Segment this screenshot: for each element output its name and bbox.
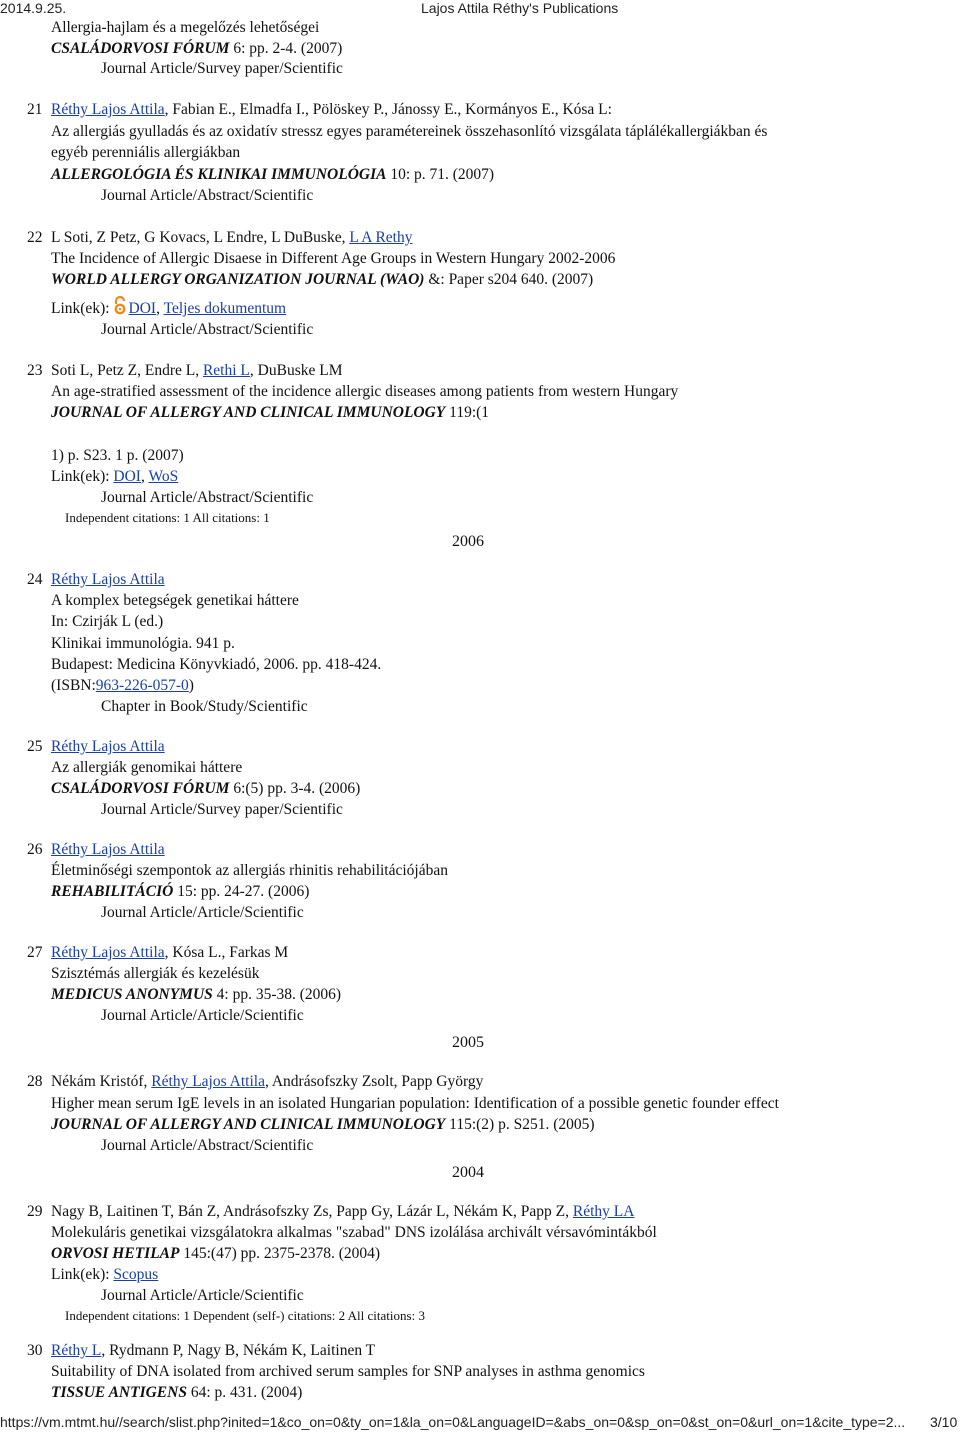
entry-authors — [51, 100, 612, 120]
author-link[interactable]: Réthy Lajos Attila — [51, 944, 165, 961]
author-link[interactable]: Réthy L — [51, 1342, 102, 1359]
citation-counts: Independent citations: 1 Dependent (self-) citations: 2 All citations: 3 — [65, 1308, 425, 1323]
entry-number: 26 — [27, 841, 43, 858]
entry-source-cont: 1) p. S23. 1 p. (2007) — [51, 447, 184, 464]
author-link[interactable]: Rethi L — [202, 362, 250, 379]
prev-title: Allergia-hajlam és a megelőzés lehetőségei — [51, 19, 320, 36]
author-link[interactable]: Réthy Lajos Attila — [51, 101, 165, 118]
entry-title-cont: egyéb perenniális allergiákban — [51, 144, 241, 161]
source-details: 145:(47) pp. 2375-2378. (2004) — [179, 1245, 381, 1262]
authors-rest: , Rydmann P, Nagy B, Nékám K, Laitinen T — [101, 1342, 376, 1359]
entry-title: An age-stratified assessment of the incidence allergic diseases among patients from western Hungary — [51, 383, 679, 400]
citation-counts: Independent citations: 1 All citations: 1 — [65, 510, 270, 525]
journal-name: TISSUE ANTIGENS — [51, 1384, 187, 1401]
entry-links — [51, 1265, 158, 1285]
authors-rest: , Fabian E., Elmadfa I., Pölöskey P., Jánossy E., Kormányos E., Kósa L: — [164, 101, 612, 118]
entry-type: Journal Article/Abstract/Scientific — [101, 1137, 314, 1154]
entry-authors — [51, 228, 412, 248]
source-details: 6:(5) pp. 3-4. (2006) — [229, 780, 361, 797]
links-label: Link(ek): — [51, 1266, 110, 1283]
entry-number: 21 — [27, 101, 43, 118]
entry-title: The Incidence of Allergic Disaese in Different Age Groups in Western Hungary 2002-2006 — [51, 250, 616, 267]
entry-links — [51, 467, 178, 487]
entry-authors — [51, 570, 165, 590]
prev-source — [51, 39, 342, 59]
entry-source — [51, 1115, 595, 1135]
entry-title: Szisztémás allergiák és kezelésük — [51, 965, 260, 982]
prev-type: Journal Article/Survey paper/Scientific — [101, 60, 343, 77]
entry-source — [51, 882, 309, 902]
entry-number: 23 — [27, 362, 43, 379]
entry-book: Klinikai immunológia. 941 p. — [51, 635, 235, 652]
source-details: 15: pp. 24-27. (2006) — [173, 883, 310, 900]
entry-authors — [51, 1202, 634, 1222]
entry-number: 24 — [27, 571, 43, 588]
links-label: Link(ek): — [51, 300, 110, 317]
entry-type: Chapter in Book/Study/Scientific — [101, 698, 308, 715]
entry-source — [51, 165, 494, 185]
entry-type: Journal Article/Abstract/Scientific — [101, 187, 314, 204]
entry-number: 22 — [27, 229, 43, 246]
year-heading: 2006 — [452, 533, 484, 550]
authors-text: L Soti, Z Petz, G Kovacs, L Endre, L DuBuske, — [51, 229, 350, 246]
entry-source — [51, 270, 593, 290]
entry-editor: In: Czirják L (ed.) — [51, 613, 164, 630]
entry-isbn — [51, 676, 194, 696]
journal-name: JOURNAL OF ALLERGY AND CLINICAL IMMUNOLOGY — [51, 1116, 446, 1133]
entry-title: Suitability of DNA isolated from archived serum samples for SNP analyses in asthma genomics — [51, 1363, 645, 1380]
entry-source — [51, 403, 489, 423]
entry-type: Journal Article/Article/Scientific — [101, 1287, 304, 1304]
entry-publisher: Budapest: Medicina Könyvkiadó, 2006. pp. 418-424. — [51, 656, 382, 673]
scopus-link[interactable]: Scopus — [113, 1266, 159, 1283]
source-details: 119:(1 — [445, 404, 490, 421]
entry-authors — [51, 840, 165, 860]
doi-link[interactable]: DOI — [113, 468, 141, 485]
entry-number: 29 — [27, 1203, 43, 1220]
page-url: https://vm.mtmt.hu//search/slist.php?inited=1&co_on=0&ty_on=1&la_on=0&LanguageID=&abs_on=0&sp_on=0&st_on=0&url_on=1&cite_type=2... — [0, 1414, 905, 1430]
link-separator: , — [140, 468, 149, 485]
authors-rest: , Andrásofszky Zsolt, Papp György — [264, 1073, 484, 1090]
entry-source — [51, 985, 341, 1005]
entry-number: 30 — [27, 1342, 43, 1359]
entry-authors — [51, 943, 288, 963]
isbn-link[interactable]: 963-226-057-0 — [95, 677, 189, 694]
author-link[interactable]: Réthy LA — [572, 1203, 635, 1220]
entry-title: Higher mean serum IgE levels in an isolated Hungarian population: Identification of a possible genetic founder effect — [51, 1095, 779, 1112]
journal-name: ALLERGOLÓGIA ÉS KLINIKAI IMMUNOLÓGIA — [51, 166, 387, 183]
links-label: Link(ek): — [51, 468, 110, 485]
authors-text: Nagy B, Laitinen T, Bán Z, Andrásofszky Zs, Papp Gy, Lázár L, Nékám K, Papp Z, — [51, 1203, 573, 1220]
entry-title: Életminőségi szempontok az allergiás rhinitis rehabilitációjában — [51, 862, 448, 879]
isbn-suffix: ) — [188, 677, 194, 694]
entry-type: Journal Article/Article/Scientific — [101, 904, 304, 921]
page-title: Lajos Attila Réthy's Publications — [421, 0, 619, 16]
entry-authors — [51, 1341, 375, 1361]
entry-title: A komplex betegségek genetikai háttere — [51, 592, 299, 609]
journal-name: MEDICUS ANONYMUS — [51, 986, 213, 1003]
entry-authors — [51, 1072, 483, 1092]
isbn-prefix: (ISBN: — [51, 677, 96, 694]
authors-rest: , DuBuske LM — [249, 362, 343, 379]
source-details: 64: p. 431. (2004) — [186, 1384, 303, 1401]
entry-source — [51, 779, 360, 799]
wos-link[interactable]: WoS — [148, 468, 179, 485]
author-link[interactable]: Réthy Lajos Attila — [51, 738, 165, 755]
entry-title: Az allergiás gyulladás és az oxidatív stressz egyes paramétereinek összehasonlító vizsgálata táplálékallergiákban és — [51, 123, 768, 140]
journal-name: REHABILITÁCIÓ — [51, 883, 174, 900]
authors-text: Soti L, Petz Z, Endre L, — [51, 362, 203, 379]
entry-number: 28 — [27, 1073, 43, 1090]
entry-source — [51, 1244, 380, 1264]
source-details: 115:(2) p. S251. (2005) — [445, 1116, 595, 1133]
journal-name: CSALÁDORVOSI FÓRUM — [51, 780, 230, 797]
authors-rest: , Kósa L., Farkas M — [164, 944, 289, 961]
entry-number: 25 — [27, 738, 43, 755]
entry-type: Journal Article/Abstract/Scientific — [101, 321, 314, 338]
entry-number: 27 — [27, 944, 43, 961]
source-details: 10: p. 71. (2007) — [386, 166, 495, 183]
year-heading: 2004 — [452, 1164, 484, 1181]
authors-text: Nékám Kristóf, — [51, 1073, 152, 1090]
print-date: 2014.9.25. — [0, 0, 67, 16]
entry-authors — [51, 737, 165, 757]
year-heading: 2005 — [452, 1034, 484, 1051]
entry-title: Molekuláris genetikai vizsgálatokra alkalmas "szabad" DNS izolálása archivált vérsavómintákból — [51, 1224, 657, 1241]
link-separator: , — [156, 300, 164, 317]
open-access-icon — [113, 296, 127, 321]
doi-link[interactable]: DOI — [128, 300, 157, 317]
journal-name: WORLD ALLERGY ORGANIZATION JOURNAL (WAO) — [51, 271, 425, 288]
author-link[interactable]: Réthy Lajos Attila — [51, 841, 165, 858]
page-number: 3/10 — [930, 1414, 958, 1430]
full-document-link[interactable]: Teljes dokumentum — [163, 300, 287, 317]
author-link[interactable]: L A Rethy — [349, 229, 413, 246]
journal-name: JOURNAL OF ALLERGY AND CLINICAL IMMUNOLOGY — [51, 404, 446, 421]
author-link[interactable]: Réthy Lajos Attila — [151, 1073, 265, 1090]
entry-source — [51, 1383, 302, 1403]
entry-title: Az allergiák genomikai háttere — [51, 759, 243, 776]
source-details: 4: pp. 35-38. (2006) — [212, 986, 342, 1003]
prev-details: 6: pp. 2-4. (2007) — [229, 40, 343, 57]
author-link[interactable]: Réthy Lajos Attila — [51, 571, 165, 588]
entry-links — [51, 296, 286, 321]
source-details: &: Paper s204 640. (2007) — [424, 271, 594, 288]
entry-type: Journal Article/Survey paper/Scientific — [101, 801, 343, 818]
prev-journal: CSALÁDORVOSI FÓRUM — [51, 40, 230, 57]
journal-name: ORVOSI HETILAP — [51, 1245, 180, 1262]
entry-authors — [51, 361, 342, 381]
entry-type: Journal Article/Article/Scientific — [101, 1007, 304, 1024]
entry-type: Journal Article/Abstract/Scientific — [101, 489, 314, 506]
